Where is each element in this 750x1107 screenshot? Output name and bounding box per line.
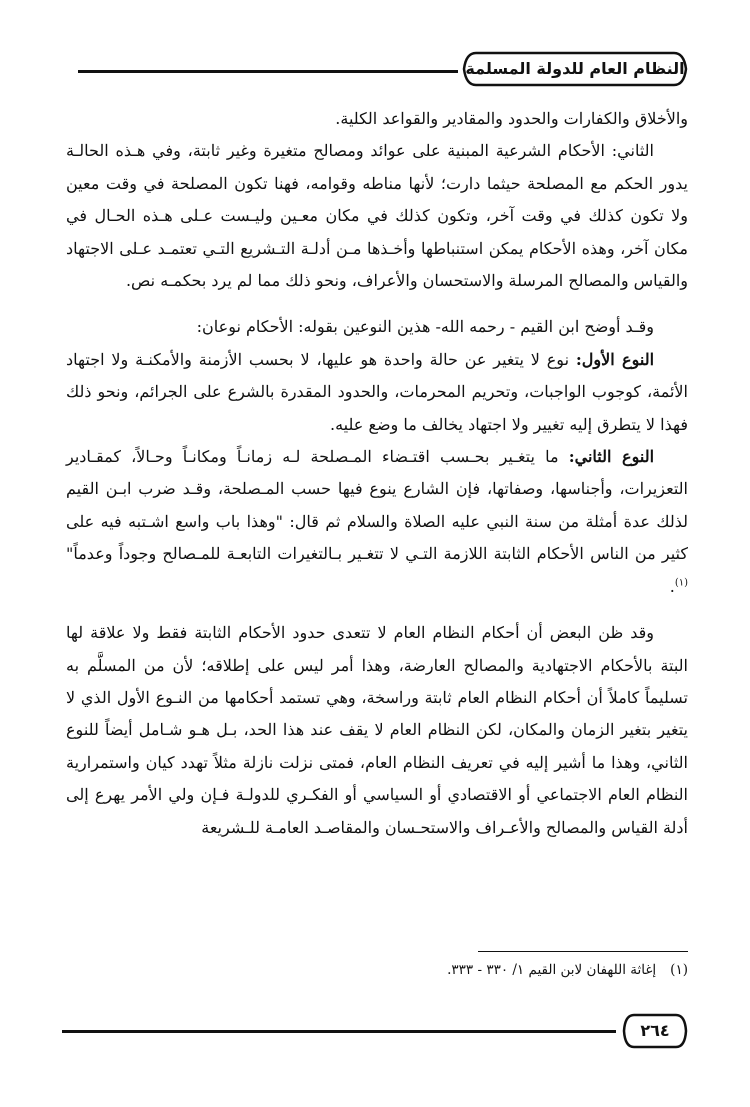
paragraph: وقـد أوضح ابن القيم - رحمه الله- هذين النوعين بقوله: الأحكام نوعان:: [196, 317, 654, 337]
section-label: النوع الثاني:: [568, 447, 655, 467]
page-number-frame: [622, 1012, 688, 1050]
paragraph-text: نوع لا يتغير عن حالة واحدة هو عليها، لا بحسب الأزمنة والأمكنـة ولا اجتهاد الأئمة، كوجوب الواجبات، وتحريم المحرمات، والحدود المقدرة بالشرع على الجرائم، ونحو ذلك فهذا لا يتطرق إليه تغيير ولا اجتهاد يخالف ما وضع عليه.: [66, 349, 688, 434]
paragraph: الثاني: الأحكام الشرعية المبنية على عوائد ومصالح متغيرة وغير ثابتة، وفي هـذه الحالـة يدور الحكم مع المصلحة حيثما دارت؛ لأنها مناطه وقوامه، فهنا تكون المصلحة في وقت معين ولا تكون كذلك في وقت آخر، وتكون كذلك في مكان معـين وليـست عـلى هـذه الحـال في مكان آخر، وهذه الأحكام يمكن استنباطها وأخـذها مـن أدلـة التـشريع التـي تعتمـد عـلى الاجتهاد والقياس والمصالح المرسلة والاستحسان والأعراف، ونحو ذلك مما لم يرد بحكمـه نص.: [66, 141, 688, 291]
footnote-ref[interactable]: (١): [674, 577, 688, 589]
footnote-text: إغاثة اللهفان لابن القيم ١/ ٣٣٠ - ٣٣٣.: [447, 962, 657, 978]
header-title: النظام العام للدولة المسلمة: [465, 59, 685, 78]
period: .: [669, 576, 675, 596]
paragraph-text: ما يتغـير بحـسب اقتـضاء المـصلحة لـه زمانـاً ومكانـاً وحـالاً، كمقـادير التعزيرات، وأجناسها، وصفاتها، فإن الشارع ينوع فيها حسب المـصلحة، وقـد ضرب ابـن القيم لذلك عدة أمثلة من سنة النبي عليه الصلاة والسلام ثم قال: "وهذا باب واسع اشـتبه فيه على كثير من الناس الأحكام الثابتة اللازمة التـي لا تتغـير بـالتغيرات التابعـة للمـصالح وجوداً وعدماً": [66, 447, 688, 564]
footnote-rule: [478, 951, 688, 952]
running-header: [78, 44, 688, 88]
footer-rule: [62, 1030, 616, 1033]
header-title-frame: [462, 50, 688, 88]
page-number: ٢٦٤: [640, 1021, 670, 1040]
footnote: [66, 958, 688, 982]
section-label: النوع الأول:: [575, 349, 655, 369]
page-footer: [62, 1012, 688, 1052]
paragraph: [66, 344, 688, 441]
paragraph: [66, 441, 688, 603]
paragraph: وقد ظن البعض أن أحكام النظام العام لا تتعدى حدود الأحكام الثابتة فقط ولا علاقة لها البتة بالأحكام الاجتهادية والمصالح العارضة، وهذا أمر ليس على إطلاقه؛ لأن من المسلَّم به تسليماً كاملاً أن أحكام النظام العام ثابتة وراسخة، وهي تستمد أحكامها من النـوع الأول الذي لا يتغير بتغير الزمان والمكان، لكن النظام العام لا يقف عند هذا الحد، بـل هـو شـامل أيضاً للنوع الثاني، وهذا ما أشير إليه في تعريف النظام العام، فمتى نزلت نازلة مثلاً تهدد كيان واستمرارية النظام العام الاجتماعي أو الاقتصادي أو السياسي أو الفكـري للدولـة فـإن ولي الأمر يهرع إلى أدلة القياس والمصالح والأعـراف والاستحـسان والمقاصـد العامـة للـشريعة: [66, 623, 689, 837]
paragraph: والأخلاق والكفارات والحدود والمقادير والقواعد الكلية.: [335, 109, 688, 128]
main-text: [66, 103, 688, 844]
footnote-number: (١): [670, 962, 688, 978]
header-rule: [78, 70, 458, 73]
